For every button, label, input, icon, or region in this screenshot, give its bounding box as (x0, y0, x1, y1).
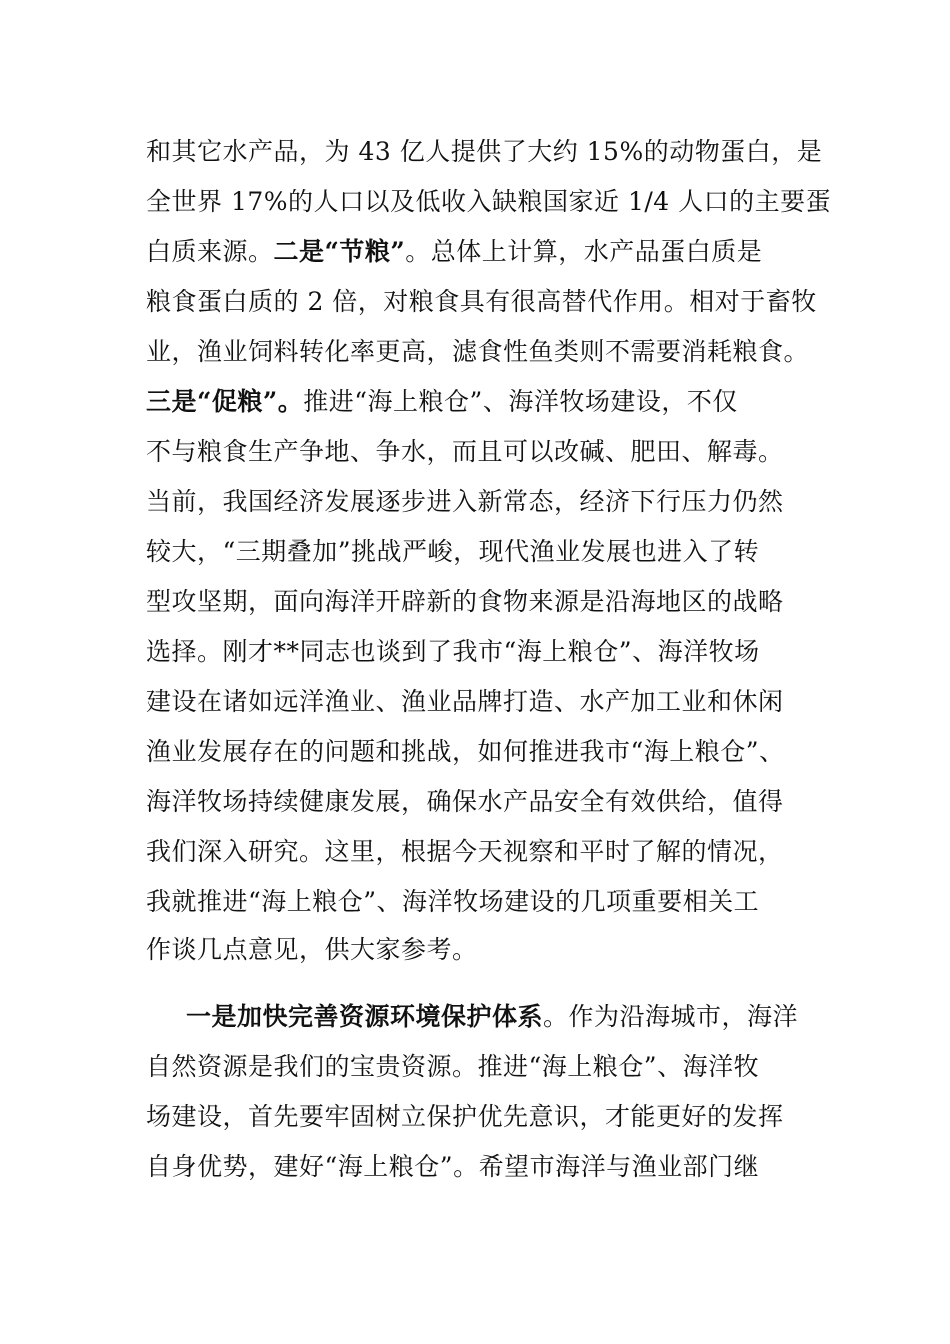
text-run: 渔业发展存在的问题和挑战，如何推进我市“海上粮仓”、 (146, 737, 785, 766)
text-run: 白质来源。 (146, 237, 274, 266)
text-line (146, 1152, 826, 1182)
bold-heading-run: 二是“节粮” (273, 237, 406, 266)
text-run: 和其它水产品，为 43 亿人提供了大约 15%的动物蛋白，是 (146, 137, 823, 166)
text-line (146, 935, 826, 965)
text-run: 型攻坚期，面向海洋开辟新的食物来源是沿海地区的战略 (146, 587, 784, 616)
text-run: 海洋牧场持续健康发展，确保水产品安全有效供给，值得 (146, 787, 784, 816)
text-run: 业，渔业饲料转化率更高，滤食性鱼类则不需要消耗粮食。 (146, 337, 810, 366)
text-run: 推进“海上粮仓”、海洋牧场建设，不仅 (303, 387, 738, 416)
text-line (146, 387, 826, 417)
bold-heading-run: 一是加快完善资源环境保护体系 (186, 1002, 544, 1031)
text-run: 自身优势，建好“海上粮仓”。希望市海洋与渔业部门继 (146, 1152, 760, 1181)
text-line (146, 337, 826, 367)
text-line (146, 187, 832, 217)
text-line (146, 837, 826, 867)
text-run: 我就推进“海上粮仓”、海洋牧场建设的几项重要相关工 (146, 887, 760, 916)
text-line (146, 537, 826, 567)
text-line (146, 437, 826, 467)
text-line (146, 237, 826, 267)
text-run: 。作为沿海城市，海洋 (543, 1002, 799, 1031)
text-run: 建设在诸如远洋渔业、渔业品牌打造、水产加工业和休闲 (146, 687, 784, 716)
text-line (146, 687, 826, 717)
text-line (146, 137, 826, 167)
text-run: 自然资源是我们的宝贵资源。推进“海上粮仓”、海洋牧 (146, 1052, 760, 1081)
text-line (146, 487, 826, 517)
text-run: 全世界 17%的人口以及低收入缺粮国家近 1/4 人口的主要蛋 (146, 187, 832, 216)
text-run: 不与粮食生产争地、争水，而且可以改碱、肥田、解毒。 (146, 437, 784, 466)
text-run: 选择。刚才**同志也谈到了我市“海上粮仓”、海洋牧场 (146, 637, 760, 666)
text-run: 较大，“三期叠加”挑战严峻，现代渔业发展也进入了转 (146, 537, 760, 566)
text-line (146, 737, 826, 767)
text-line (146, 587, 826, 617)
text-line (146, 887, 826, 917)
text-run: 。总体上计算，水产品蛋白质是 (405, 237, 763, 266)
text-line (186, 1002, 866, 1032)
text-run: 当前，我国经济发展逐步进入新常态，经济下行压力仍然 (146, 487, 784, 516)
text-run: 粮食蛋白质的 2 倍，对粮食具有很高替代作用。相对于畜牧 (146, 287, 817, 316)
text-run: 我们深入研究。这里，根据今天视察和平时了解的情况， (146, 837, 784, 866)
text-line (146, 287, 826, 317)
text-line (146, 1102, 826, 1132)
text-run: 作谈几点意见，供大家参考。 (146, 935, 478, 964)
text-line (146, 1052, 826, 1082)
text-run: 场建设，首先要牢固树立保护优先意识，才能更好的发挥 (146, 1102, 784, 1131)
text-line (146, 787, 826, 817)
bold-heading-run: 三是“促粮”。 (146, 387, 304, 416)
text-line (146, 637, 826, 667)
